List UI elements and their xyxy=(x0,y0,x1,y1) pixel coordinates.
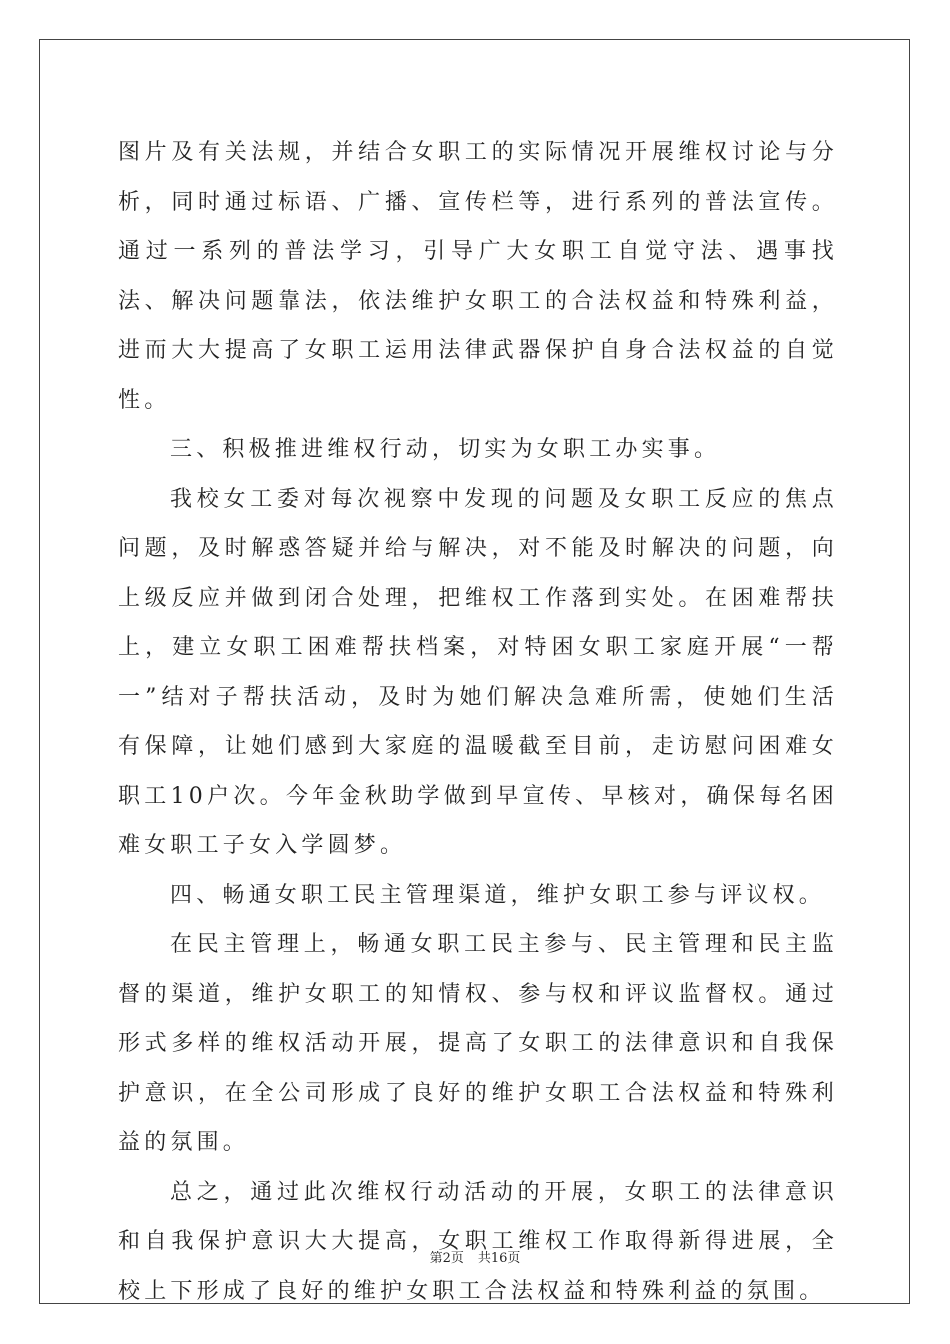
page-footer xyxy=(0,1247,950,1266)
heading-section-3: 三、积极推进维权行动，切实为女职工办实事。 xyxy=(170,437,721,462)
page-number-total: 共16页 xyxy=(477,1251,521,1266)
paragraph-1: 图片及有关法规，并结合女职工的实际情况开展维权讨论与分析，同时通过标语、广播、宣传栏等，进行系列的普法宣传。通过一系列的普法学习，引导广大女职工自觉守法、遇事找法、解决问题靠法，依法维护女职工的合法权益和特殊利益，进而大大提高了女职工运用法律武器保护自身合法权益的自觉性。 xyxy=(118,140,838,413)
paragraph-3: 我校女工委对每次视察中发现的问题及女职工反应的焦点问题，及时解惑答疑并给与解决，对不能及时解决的问题，向上级反应并做到闭合处理，把维权工作落到实处。在困难帮扶上，建立女职工困难帮扶档案，对特困女职工家庭开展“一帮一”结对子帮扶活动，及时为她们解决急难所需，使她们生活有保障，让她们感到大家庭的温暖截至目前，走访慰问困难女职工10户次。今年金秋助学做到早宣传、早核对，确保每名困难女职工子女入学圆梦。 xyxy=(118,486,838,858)
paragraph-6: 总之，通过此次维权行动活动的开展，女职工的法律意识和自我保护意识大大提高，女职工维权工作取得新得进展，全校上下形成了良好的维护女职工合法权益和特殊利益的氛围。 xyxy=(118,1179,838,1304)
heading-section-4: 四、畅通女职工民主管理渠道，维护女职工参与评议权。 xyxy=(170,882,826,908)
paragraph-5: 在民主管理上，畅通女职工民主参与、民主管理和民主监督的渠道，维护女职工的知情权、参与权和评议监督权。通过形式多样的维权活动开展，提高了女职工的法律意识和自我保护意识，在全公司形成了良好的维护女职工合法权益和特殊利益的氛围。 xyxy=(118,932,838,1155)
document-body xyxy=(118,128,838,1316)
page-number-current: 第2页 xyxy=(429,1251,464,1266)
